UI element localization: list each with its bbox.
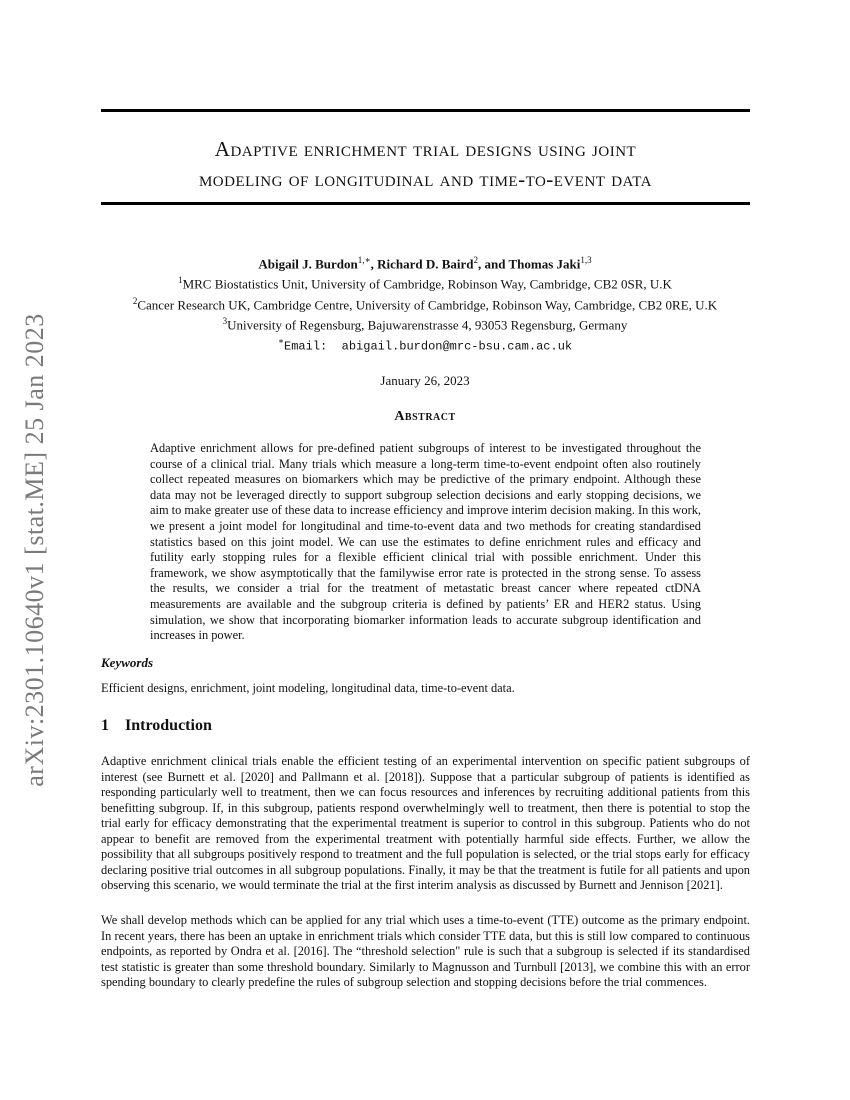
email-address: abigail.burdon@mrc-bsu.cam.ac.uk xyxy=(341,339,573,354)
affiliation-1-mark: 1 xyxy=(178,275,183,286)
section-heading xyxy=(101,717,212,735)
author-2-affil: 2 xyxy=(473,255,478,265)
affiliation-1-text: MRC Biostatistics Unit, University of Cambridge, Robinson Way, Cambridge, CB2 0SR, U.K xyxy=(182,276,672,292)
keywords-heading: Keywords xyxy=(101,655,153,670)
title-rule-top xyxy=(101,109,750,112)
paper-date: January 26, 2023 xyxy=(380,373,470,388)
affiliation-3 xyxy=(90,313,760,333)
author-3-affil: 1,3 xyxy=(580,255,592,265)
affiliation-2-text: Cancer Research UK, Cambridge Centre, University of Cambridge, Robinson Way, Cambridge, CB2 0RE, U.K xyxy=(137,296,718,312)
intro-paragraph-1: Adaptive enrichment clinical trials enable the efficient testing of an experimental intervention on specific patient subgroups of interest (see Burnett et al. [2020] and Pallmann et al. [2018]). Suppose that a particular subgroup of patients is identified as responding particularly well to treatment, then we can focus resources and inferences by recruiting additional patients from this benefitting subgroup. If, in this subgroup, patients respond overwhelmingly well to treatment, then there is potential to stop the trial early for efficacy demonstrating that the experimental treatment is superior to control in this subgroup. Patients who do not appear to benefit are removed from the experimental treatment with potentially harmful side effects. Further, we allow the possibility that all subgroups positively respond to treatment and the full population is selected, or the trial stops early for efficacy declaring positive trial outcomes in all subgroup populations. Finally, it may be that the treatment is futile for all patients and upon observing this scenario, we would terminate the trial at the first interim analysis as discussed by Burnett and Jennison [2021]. xyxy=(101,754,750,892)
title-line-1: Adaptive enrichment trial designs using joint xyxy=(214,137,637,161)
author-separator: , and xyxy=(478,256,509,272)
affiliation-3-mark: 3 xyxy=(222,315,228,326)
author-3-name: Thomas Jaki xyxy=(508,256,581,272)
author-1-name: Abigail J. Burdon xyxy=(258,256,358,272)
author-names xyxy=(90,252,760,272)
affiliation-2 xyxy=(90,293,760,313)
email-label: Email: xyxy=(284,339,328,354)
title-rule-bottom xyxy=(101,202,750,205)
intro-paragraph-2: We shall develop methods which can be applied for any trial which uses a time-to-event (TTE) outcome as the primary endpoint. In recent years, there has been an uptake in enrichment trials which consider TTE data, but this is still low compared to continuous endpoints, as reported by Ondra et al. [2016]. The “threshold selection" rule is such that a subgroup is selected if its standardised test statistic is greater than some threshold boundary. Similarly to Magnusson and Turnbull [2013], we combine this with an error spending boundary to clearly predefine the rules of subgroup selection and stopping decisions before the trial commences. xyxy=(101,913,750,989)
author-separator: , xyxy=(370,256,378,272)
author-2-name: Richard D. Baird xyxy=(377,256,474,272)
affiliation-2-mark: 2 xyxy=(132,295,138,306)
abstract-text: Adaptive enrichment allows for pre-defined patient subgroups of interest to be investigated throughout the course of a clinical trial. Many trials which measure a long-term time-to-event endpoint often also routinely collect repeated measures on biomarkers which may be predictive of the primary endpoint. Although these data may not be leveraged directly to support subgroup selection decisions and early stopping decisions, we aim to make greater use of these data to increase efficiency and improve interim decision making. In this work, we present a joint model for longitudinal and time-to-event data and two methods for creating standardised statistics based on this joint model. We can use the estimates to define enrichment rules and efficacy and futility early stopping rules for a flexible efficient clinical trial with possible enrichment. Under this framework, we show asymptotically that the familywise error rate is protected in the strong sense. To assess the results, we consider a trial for the treatment of metastatic breast cancer where repeated ctDNA measurements are available and the subgroup criteria is defined by patients’ ER and HER2 status. Using simulation, we show that incorporating biomarker information leads to accurate subgroup identification and increases in power. xyxy=(150,441,701,643)
affiliation-3-text: University of Regensburg, Bajuwarenstrasse 4, 93053 Regensburg, Germany xyxy=(227,317,628,333)
section-number: 1 xyxy=(101,717,109,734)
author-block xyxy=(90,252,760,355)
title-line-2: modeling of longitudinal and time-to-event data xyxy=(198,167,653,191)
arxiv-identifier: arXiv:2301.10640v1 [stat.ME] 25 Jan 2023 xyxy=(20,313,49,787)
keywords-text: Efficient designs, enrichment, joint modeling, longitudinal data, time-to-event data. xyxy=(101,681,515,695)
section-title: Introduction xyxy=(125,717,212,734)
paper-title xyxy=(101,134,750,194)
corresponding-email xyxy=(90,333,760,354)
author-1-affil: 1,∗ xyxy=(357,255,371,265)
arxiv-sidebar xyxy=(18,290,52,810)
affiliation-1 xyxy=(90,272,760,292)
abstract-heading: Abstract xyxy=(394,409,456,424)
email-mark: ∗ xyxy=(277,336,285,347)
